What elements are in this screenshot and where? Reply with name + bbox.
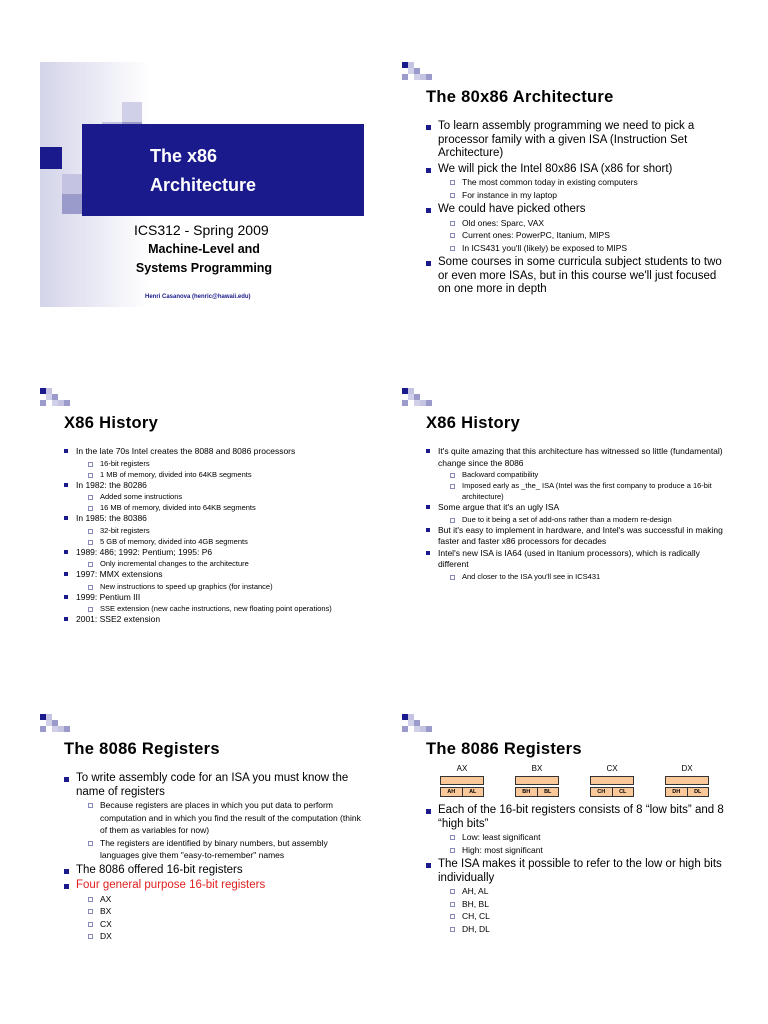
bullet-list: [426, 446, 726, 582]
corner-decoration: [402, 714, 432, 732]
register-halves: [665, 787, 709, 797]
register-name: BX: [531, 764, 543, 773]
low-byte: AL: [462, 788, 484, 796]
sub-bullet-item: 16 MB of memory, divided into 64KB segments: [76, 502, 364, 513]
slide-x86-history-2: [402, 388, 732, 643]
bullet-text: In 1982: the 80286: [76, 479, 147, 490]
bullet-item: [426, 525, 726, 548]
bullet-text: The ISA makes it possible to refer to the low or high bits individually: [438, 858, 722, 884]
sub-bullet-item: Imposed early as _the_ ISA (Intel was the first company to produce a 16-bit architecture): [438, 480, 726, 502]
decor-square: [64, 726, 70, 732]
bullet-item: [64, 513, 364, 547]
sub-bullet-item: High: most significant: [438, 844, 726, 857]
register-name: CX: [606, 764, 618, 773]
bullet-item: [64, 547, 364, 570]
sub-bullet-item: Only incremental changes to the architecture: [76, 558, 364, 569]
bullet-text: In the late 70s Intel creates the 8088 and 8086 processors: [76, 446, 296, 456]
decor-square: [426, 400, 432, 406]
slide-title: [40, 62, 370, 317]
bullet-text: To learn assembly programming we need to pick a processor family with a given ISA (Instruction Set Architecture): [438, 120, 695, 159]
bullet-text: 1997: MMX extensions: [76, 569, 163, 579]
sub-bullet-item: Backward compatibility: [438, 469, 726, 480]
sub-bullet-item: 1 MB of memory, divided into 64KB segments: [76, 469, 364, 480]
sub-bullet-item: DX: [76, 930, 364, 943]
low-byte: BL: [537, 788, 559, 796]
slide-heading: The 8086 Registers: [426, 740, 582, 758]
bullet-item: [64, 614, 364, 626]
slide-heading: The 80x86 Architecture: [426, 88, 614, 106]
sub-bullet-item: Due to it being a set of add-ons rather than a modern re-design: [438, 514, 726, 525]
bullet-text: It's quite amazing that this architecture has witnessed so little (fundamental) change since the 8086: [438, 446, 723, 468]
sub-bullet-item: Added some instructions: [76, 491, 364, 502]
low-byte: CL: [612, 788, 634, 796]
bullet-text: Four general purpose 16-bit registers: [76, 879, 266, 891]
sub-bullet-item: For instance in my laptop: [438, 189, 726, 202]
bullet-text: We could have picked others: [438, 203, 586, 215]
bullet-list: [426, 120, 726, 299]
corner-decoration: [40, 714, 70, 732]
bullet-list: [426, 804, 726, 937]
register-halves: [590, 787, 634, 797]
sub-bullet-item: Old ones: Sparc, VAX: [438, 217, 726, 230]
course-name: ICS312 - Spring 2009: [134, 222, 269, 238]
register-halves: [515, 787, 559, 797]
high-byte: BH: [522, 789, 531, 795]
sub-bullet-item: 16-bit registers: [76, 458, 364, 469]
sub-bullet-item: 5 GB of memory, divided into 4GB segments: [76, 536, 364, 547]
bullet-item: [64, 864, 364, 878]
bullet-list: [64, 446, 364, 626]
sub-bullet-item: The registers are identified by binary numbers, but assembly languages give them "easy-to-remember" names: [76, 837, 364, 862]
bullet-text: 1999: Pentium III: [76, 591, 141, 602]
bullet-item: [64, 772, 364, 862]
bullet-item: [426, 858, 726, 935]
bullet-item: [426, 256, 726, 297]
sub-bullet-item: CH, CL: [438, 910, 726, 923]
decor-square: [52, 400, 58, 406]
decor-square: [64, 400, 70, 406]
slide-title-text: The x86 Architecture: [150, 146, 257, 195]
bullet-item: [426, 804, 726, 856]
bullet-item: [426, 502, 726, 525]
decor-square: [402, 74, 408, 80]
bullet-item: [64, 569, 364, 592]
bullet-text: But it's easy to implement in hardware, and Intel's was successful in making faster and faster x86 processors for decades: [438, 524, 723, 546]
slide-80x86-architecture: [402, 62, 732, 317]
slide-8086-registers-1: [40, 714, 370, 969]
bullet-item: [426, 120, 726, 161]
register-16bit-box: [440, 776, 484, 785]
bullet-item: [64, 446, 364, 480]
register-diagram: [420, 764, 720, 800]
sub-bullet-item: Because registers are places in which you put data to perform computation and in which you find the result of the computation (think of them as variables for now): [76, 799, 364, 837]
bullet-text: To write assembly code for an ISA you must know the name of registers: [76, 772, 349, 798]
bullet-item: [64, 879, 364, 943]
bullet-list: [64, 772, 364, 945]
sub-bullet-item: BX: [76, 905, 364, 918]
bullet-text: 2001: SSE2 extension: [76, 614, 161, 624]
course-subtitle: Machine-Level and Systems Programming: [135, 242, 273, 275]
register-dx: [665, 764, 709, 797]
bullet-text: Some argue that it's an ugly ISA: [438, 502, 560, 512]
sub-bullet-item: The most common today in existing computers: [438, 176, 726, 189]
slide-8086-registers-2: [402, 714, 732, 969]
sub-bullet-item: AX: [76, 893, 364, 906]
low-byte: DL: [687, 788, 709, 796]
decor-square: [414, 726, 420, 732]
slide-heading: The 8086 Registers: [64, 740, 220, 758]
sub-bullet-item: And closer to the ISA you'll see in ICS431: [438, 571, 726, 582]
slide-heading: X86 History: [426, 414, 521, 432]
sub-bullet-item: Current ones: PowerPC, Itanium, MIPS: [438, 229, 726, 242]
register-16bit-box: [515, 776, 559, 785]
decor-square: [40, 726, 46, 732]
bullet-item: [64, 592, 364, 615]
sub-bullet-item: In ICS431 you'll (likely) be exposed to MIPS: [438, 242, 726, 255]
corner-decoration: [402, 388, 432, 406]
sub-bullet-item: SSE extension (new cache instructions, new floating point operations): [76, 603, 364, 614]
high-byte: CH: [597, 789, 606, 795]
decor-square: [426, 726, 432, 732]
sub-bullet-item: AH, AL: [438, 885, 726, 898]
bullet-text: 1989: 486; 1992: Pentium; 1995: P6: [76, 546, 213, 557]
high-byte: AH: [447, 789, 456, 795]
bullet-text: In 1985: the 80386: [76, 513, 147, 523]
register-16bit-box: [665, 776, 709, 785]
decor-square: [52, 726, 58, 732]
register-name: AX: [456, 764, 468, 773]
bullet-item: [426, 203, 726, 254]
bullet-item: [426, 163, 726, 202]
sub-bullet-item: DH, DL: [438, 923, 726, 936]
bullet-text: We will pick the Intel 80x86 ISA (x86 for short): [438, 162, 673, 175]
sub-bullet-item: BH, BL: [438, 898, 726, 911]
high-byte: DH: [672, 789, 681, 795]
register-name: DX: [681, 764, 693, 773]
decor-square: [40, 400, 46, 406]
decor-square: [402, 726, 408, 732]
author: Henri Casanova (henric@hawaii.edu): [145, 294, 251, 300]
register-halves: [440, 787, 484, 797]
bullet-item: [64, 480, 364, 514]
decor-square: [414, 74, 420, 80]
slide-x86-history-1: [40, 388, 370, 643]
corner-decoration: [402, 62, 432, 80]
sub-bullet-item: CX: [76, 918, 364, 931]
bullet-text: Some courses in some curricula subject students to two or even more ISAs, but in this course we'll just focused on one more in depth: [438, 256, 722, 295]
bullet-text: The 8086 offered 16-bit registers: [76, 863, 243, 876]
bullet-item: [426, 548, 726, 582]
bullet-text: Intel's new ISA is IA64 (used in Itanium processors), which is radically different: [438, 547, 700, 569]
bullet-item: [426, 446, 726, 502]
corner-decoration: [40, 388, 70, 406]
slide-heading: X86 History: [64, 414, 159, 432]
sub-bullet-item: New instructions to speed up graphics (for instance): [76, 581, 364, 592]
decor-square: [414, 400, 420, 406]
sub-bullet-item: 32-bit registers: [76, 525, 364, 536]
bullet-text: Each of the 16-bit registers consists of 8 “low bits” and 8 “high bits”: [438, 804, 724, 830]
sub-bullet-item: Low: least significant: [438, 831, 726, 844]
register-bx: [515, 764, 559, 797]
register-ax: [440, 764, 484, 797]
decor-square: [402, 400, 408, 406]
register-16bit-box: [590, 776, 634, 785]
decor-square: [426, 74, 432, 80]
register-cx: [590, 764, 634, 797]
